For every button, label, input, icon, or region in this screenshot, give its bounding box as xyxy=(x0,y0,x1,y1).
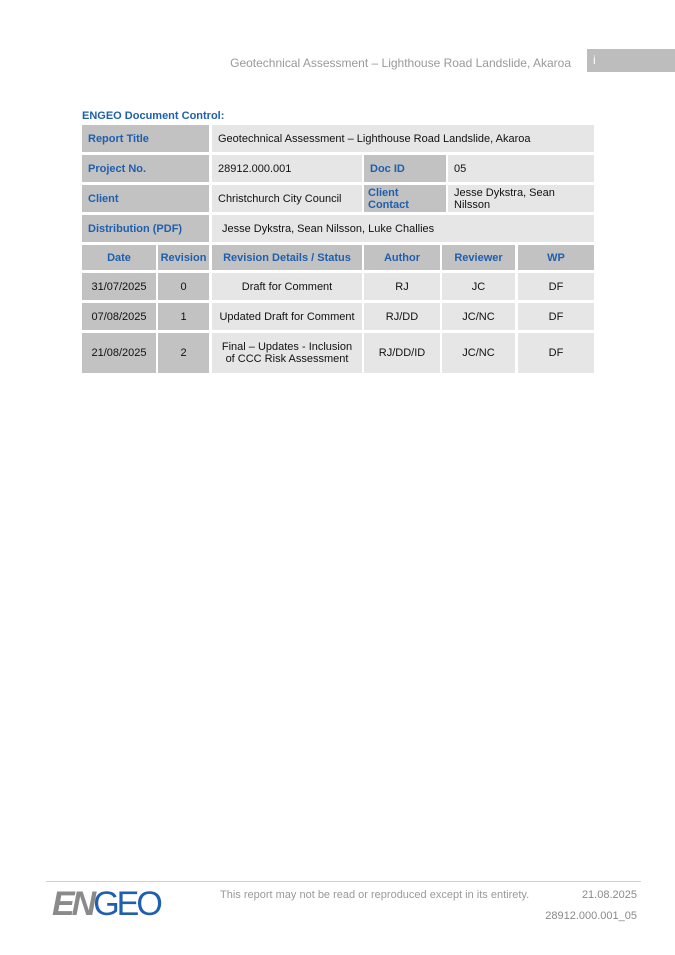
logo-geo: GEO xyxy=(93,885,160,923)
cell-details: Updated Draft for Comment xyxy=(212,303,362,330)
cell-reviewer: JC xyxy=(442,273,515,300)
cell-details: Final – Updates - Inclusion of CCC Risk Assessment xyxy=(212,333,362,373)
cell-revision: 2 xyxy=(158,333,209,373)
header-reviewer: Reviewer xyxy=(442,245,515,270)
footer-disclaimer: This report may not be read or reproduced except in its entirety. xyxy=(220,889,530,901)
cell-date: 07/08/2025 xyxy=(82,303,156,330)
project-no-value: 28912.000.001 xyxy=(212,155,362,182)
header-details: Revision Details / Status xyxy=(212,245,362,270)
section-title: ENGEO Document Control: xyxy=(82,110,225,122)
engeo-logo xyxy=(52,885,160,924)
distribution-label: Distribution (PDF) xyxy=(82,215,209,242)
cell-revision: 1 xyxy=(158,303,209,330)
report-title-value: Geotechnical Assessment – Lighthouse Road Landslide, Akaroa xyxy=(212,125,594,152)
logo-en: EN xyxy=(52,885,94,923)
client-label: Client xyxy=(82,185,209,212)
footer-divider xyxy=(46,881,641,882)
header-author: Author xyxy=(364,245,440,270)
cell-wp: DF xyxy=(518,333,594,373)
cell-author: RJ/DD xyxy=(364,303,440,330)
client-contact-value: Jesse Dykstra, Sean Nilsson xyxy=(448,185,594,212)
header-wp: WP xyxy=(518,245,594,270)
cell-reviewer: JC/NC xyxy=(442,303,515,330)
project-no-label: Project No. xyxy=(82,155,209,182)
cell-author: RJ/DD/ID xyxy=(364,333,440,373)
report-title-label: Report Title xyxy=(82,125,209,152)
page-number: i xyxy=(587,49,675,72)
client-contact-label: Client Contact xyxy=(364,185,446,212)
header-date: Date xyxy=(82,245,156,270)
footer-date: 21.08.2025 xyxy=(581,889,637,901)
cell-author: RJ xyxy=(364,273,440,300)
cell-details: Draft for Comment xyxy=(212,273,362,300)
doc-id-value: 05 xyxy=(448,155,594,182)
cell-wp: DF xyxy=(518,273,594,300)
cell-date: 31/07/2025 xyxy=(82,273,156,300)
distribution-value: Jesse Dykstra, Sean Nilsson, Luke Challies xyxy=(212,215,594,242)
header-title: Geotechnical Assessment – Lighthouse Road Landslide, Akaroa xyxy=(230,56,571,70)
cell-wp: DF xyxy=(518,303,594,330)
footer-reference: 28912.000.001_05 xyxy=(545,910,637,922)
client-value: Christchurch City Council xyxy=(212,185,362,212)
doc-id-label: Doc ID xyxy=(364,155,446,182)
cell-date: 21/08/2025 xyxy=(82,333,156,373)
header-revision: Revision xyxy=(158,245,209,270)
cell-revision: 0 xyxy=(158,273,209,300)
cell-reviewer: JC/NC xyxy=(442,333,515,373)
